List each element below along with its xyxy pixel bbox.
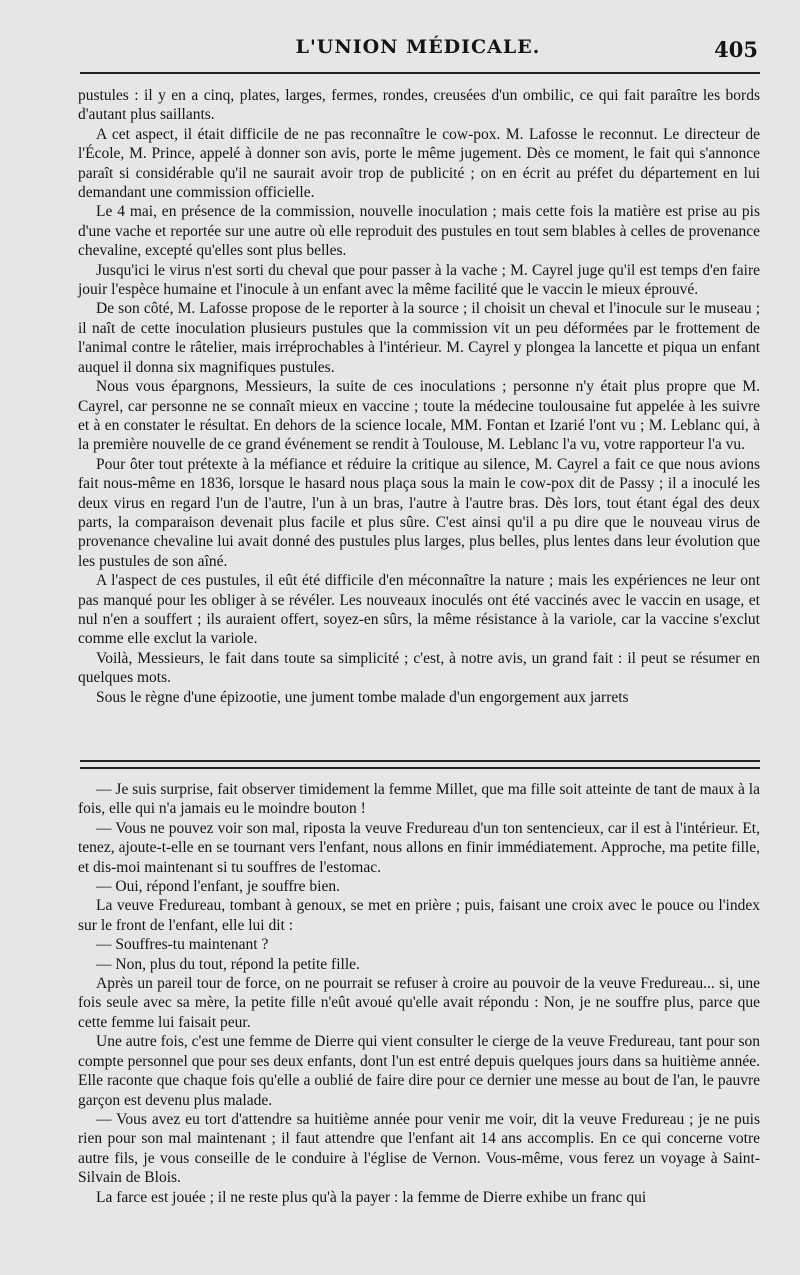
paragraph: — Oui, répond l'enfant, je souffre bien. [96,878,340,896]
paragraph: — Souffres-tu maintenant ? [96,936,269,954]
page-header [78,36,758,70]
paragraph: — Vous ne pouvez voir son mal, riposta la veuve Fredureau d'un ton sentencieux, car il est à l'intérieur. Et, tenez, ajoute-t-elle en se tournant vers l'enfant, nous allons en finir immédiatement. Approche, ma petite fille, et dis-moi maintenant si tu souffres de l'estomac. [78,819,760,876]
feuilleton [78,780,760,1207]
paragraph: — Non, plus du tout, répond la petite fille. [96,955,360,973]
paragraph: A cet aspect, il était difficile de ne pas reconnaître le cow-pox. M. Lafosse le reconnut. Le directeur de l'École, M. Prince, appelé à donner son avis, porte le même jugement. Dès ce moment, le fait qui s'annonce paraît si considérable qu'il ne saurait avoir trop de publicité ; on en écrit au préfet du département en lui demandant une commission officielle. [78,125,760,202]
paragraph: Une autre fois, c'est une femme de Dierre qui vient consulter le cierge de la veuve Fredureau, tant pour son compte personnel que pour ses deux enfants, dont l'un est entré depuis quelques jours dans sa huitième année. Elle raconte que chaque fois qu'elle a oublié de faire dire pour ce dernier une messe au bout de l'an, le pauvre garçon est devenu plus malade. [78,1033,760,1109]
paragraph: — Vous avez eu tort d'attendre sa huitième année pour venir me voir, dit la veuve Fredureau ; je ne puis rien pour son mal maintenant ; il faut attendre que l'enfant ait 14 ans accomplis. En ce qui concerne votre autre fils, je vous conseille de le conduire à l'église de Vernon. Vous-même, vous ferez un voyage à Saint-Silvain de Blois. [78,1110,760,1187]
paragraph: A l'aspect de ces pustules, il eût été difficile d'en méconnaître la nature ; mais les expériences ne leur ont pas manqué pour les obliger à se révéler. Les nouveaux inoculés ont été vaccinés avec le vaccin en usage, et nul n'en a souffert ; ils auraient offert, soyez-en sûrs, la même résistance à la variole, car la vaccine s'exclut comme elle exclut la variole. [78,572,760,648]
paragraph: Après un pareil tour de force, on ne pourrait se refuser à croire au pouvoir de la veuve Fredureau... si, une fois seule avec sa mère, la petite fille n'eût avoué qu'elle avait répondu : Non, je ne souffre plus, parce que cette femme lui faisait peur. [78,975,760,1031]
paragraph: Le 4 mai, en présence de la commission, nouvelle inoculation ; mais cette fois la matière est prise au pis d'une vache et reportée sur une autre où elle reproduit des pustules en tout sem blables à celles de provenance chevaline, excepté qu'elles sont plus belles. [78,203,760,260]
paragraph: Nous vous épargnons, Messieurs, la suite de ces inoculations ; personne n'y était plus propre que M. Cayrel, car personne ne se connaît mieux en vaccine ; toute la médecine toulousaine fut appelée à les suivre et à en constater le résultat. En dehors de la science locale, MM. Fontan et Izarié l'ont vu ; M. Leblanc qui, à la première nouvelle de ce grand événement se rendit à Toulouse, M. Leblanc l'a vu, votre rapporteur l'a vu. [78,378,760,454]
running-title: L'UNION MÉDICALE. [295,36,541,58]
page-number: 405 [714,37,758,62]
paragraph: pustules : il y en a cinq, plates, larges, fermes, rondes, creusées d'un ombilic, ce qui fait paraître les bords d'autant plus saillants. [78,87,760,124]
feuilleton-separator [80,760,760,769]
paragraph: De son côté, M. Lafosse propose de le reporter à la source ; il choisit un cheval et l'inocule sur le museau ; il naît de cette inoculation plusieurs pustules que la commission vit un peu déformées par le frottement de l'animal contre le râtelier, mais irréprochables à l'intérieur. M. Cayrel y plongea la lancette et piqua un enfant auquel il donna six magnifiques pustules. [78,300,760,376]
paragraph: Pour ôter tout prétexte à la méfiance et réduire la critique au silence, M. Cayrel a fait ce que nous avions fait nous-même en 1836, lorsque le hasard nous plaça sous la main le cow-pox dit de Passy ; il a inoculé les deux virus en regard l'un de l'autre, l'un à un bras, l'autre à l'autre bras. Dès lors, tout étant égal des deux parts, la comparaison devenait plus facile et plus sûre. C'est ainsi qu'il a pu dire que le nouveau virus de provenance chevaline lui avait donné des pustules plus larges, plus belles, plus lentes dans leur évolution que les pustules de son aîné. [78,455,760,570]
paragraph: Jusqu'ici le virus n'est sorti du cheval que pour passer à la vache ; M. Cayrel juge qu'il est temps d'en faire jouir l'espèce humaine et l'inocule à un enfant avec la même facilité que le vaccin le mieux éprouvé. [78,261,760,299]
paragraph: La veuve Fredureau, tombant à genoux, se met en prière ; puis, faisant une croix avec le pouce ou l'index sur le front de l'enfant, elle lui dit : [78,897,760,934]
paragraph: Voilà, Messieurs, le fait dans toute sa simplicité ; c'est, à notre avis, un grand fait : il peut se résumer en quelques mots. [78,649,760,687]
paragraph: — Je suis surprise, fait observer timidement la femme Millet, que ma fille soit atteinte de tant de maux à la fois, elle qui n'a jamais eu le moindre bouton ! [78,781,760,818]
header-rule [80,72,760,74]
main-article [78,86,760,707]
paragraph: La farce est jouée ; il ne reste plus qu'à la payer : la femme de Dierre exhibe un franc qui [96,1188,647,1206]
paragraph: Sous le règne d'une épizootie, une jument tombe malade d'un engorgement aux jarrets [96,688,629,706]
